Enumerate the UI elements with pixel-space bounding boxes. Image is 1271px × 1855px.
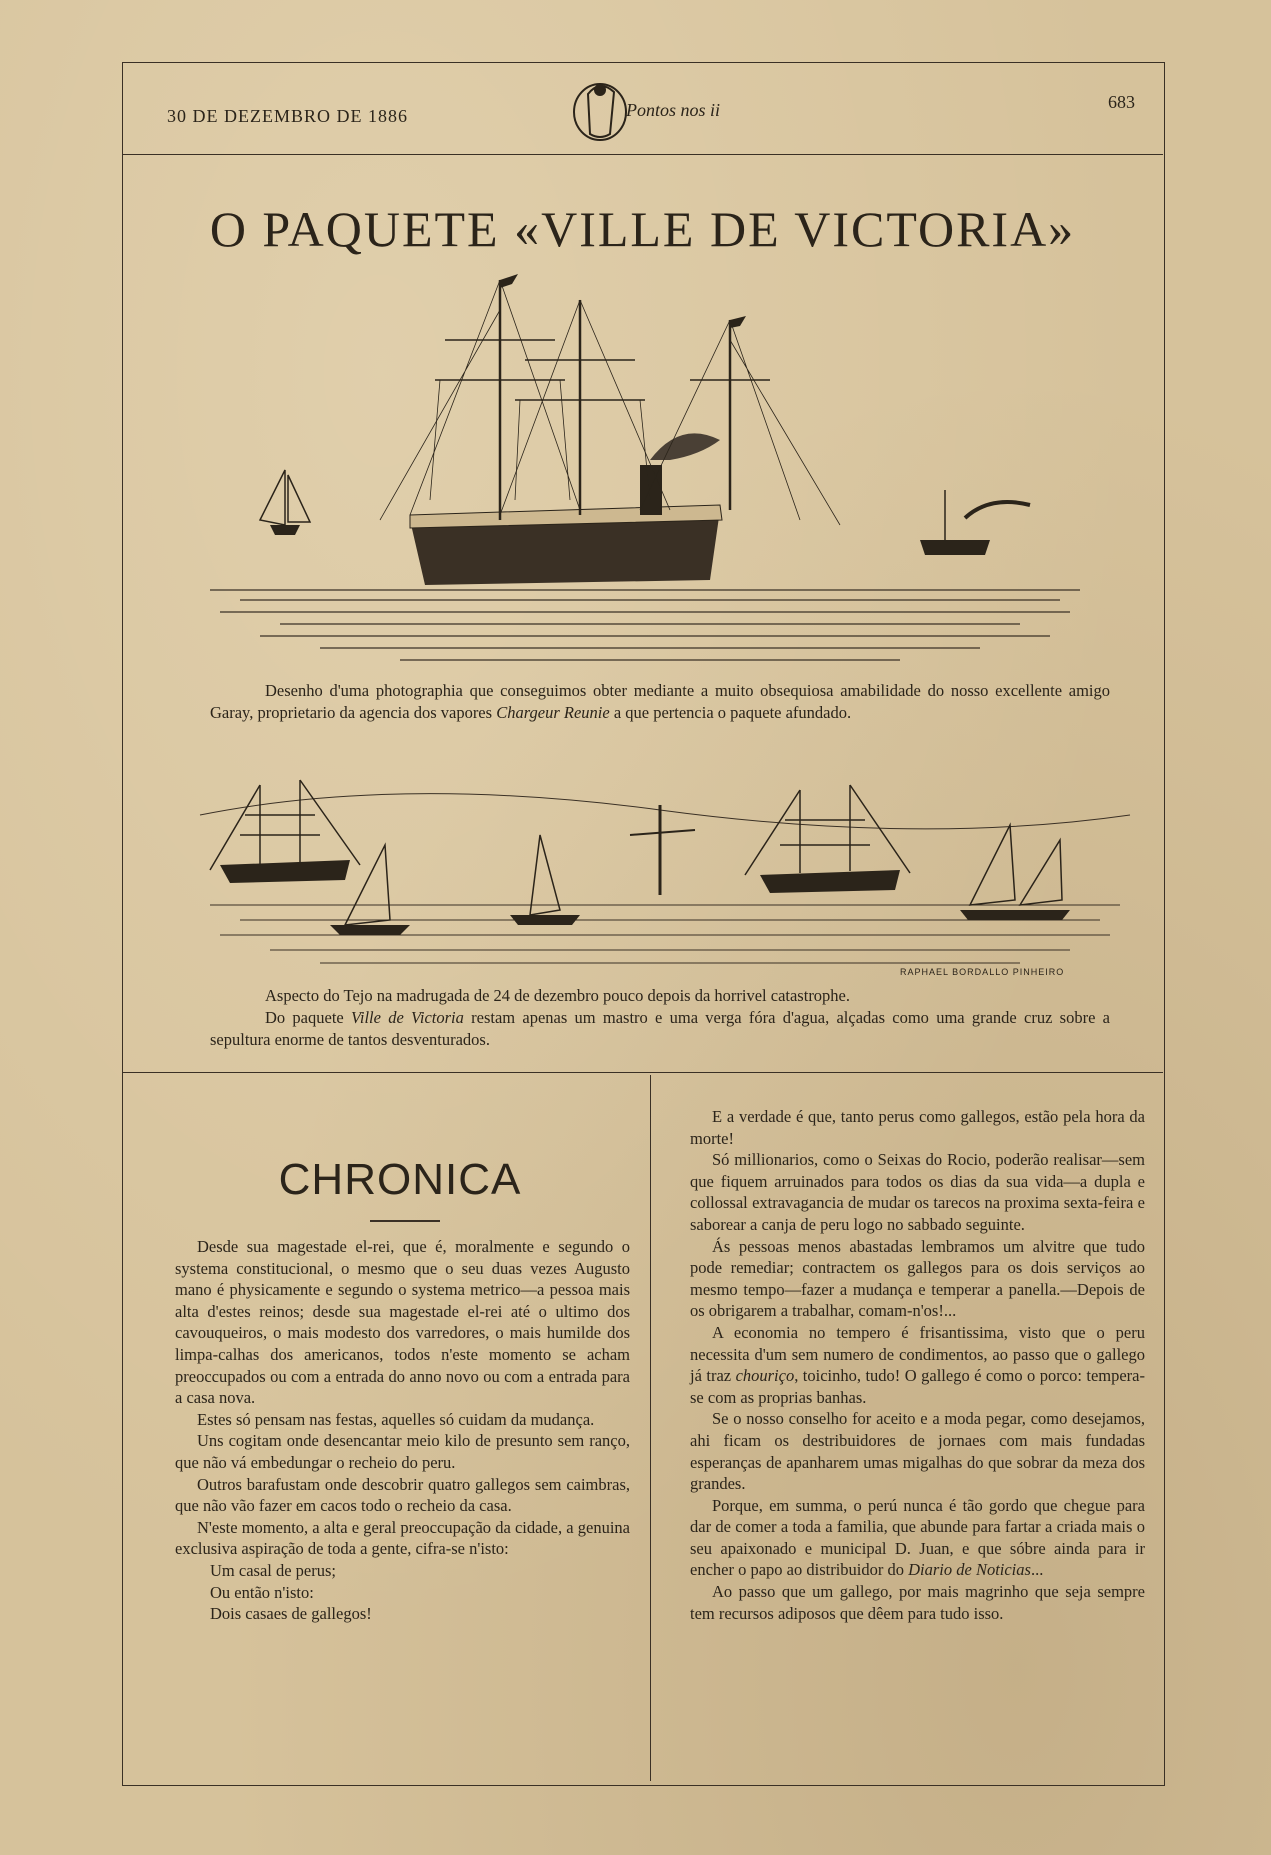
artist-signature: RAPHAEL BORDALLO PINHEIRO: [900, 967, 1065, 977]
ship-caption-part: a que pertencia o paquete afundado.: [609, 703, 852, 722]
paragraph: Estes só pensam nas festas, aquelles só cuidam da mudança.: [197, 1409, 595, 1429]
masthead-logo: [560, 74, 721, 144]
steamship-illustration: [200, 270, 1100, 670]
tagus-caption-line1: Aspecto do Tejo na madrugada de 24 de dezembro pouco depois da horrivel catastrophe.: [265, 986, 851, 1005]
tagus-caption-line2: [210, 1007, 1110, 1051]
paragraph: Uns cogitam onde desencantar meio kilo de presunto sem ranço, que não vá embedungar o recheio do peru.: [175, 1431, 630, 1472]
heading-rule: [370, 1220, 440, 1222]
paragraph: Só millionarios, como o Seixas do Rocio, poderão realisar—sem que fiquem arruinados para todos os dias da sua vida—a dupla e collossal extravagancia de mudar os tarecos na proxima sexta-feira e saborear a canja de peru logo no sabbado seguinte.: [690, 1150, 1145, 1234]
text-run: , toicinho, tudo! O gallego é como o porco: tempera-se com as proprias banhas.: [690, 1366, 1145, 1407]
paragraph: N'este momento, a alta e geral preoccupação da cidade, a genuina exclusiva aspiração de toda a gente, cifra-se n'isto:: [175, 1517, 630, 1559]
text-run: Porque, em summa, o perú nunca é tão gordo que chegue para dar de comer a toda a familia, que abunde para fartar a criada mais o seu apaixonado e municipal D. Juan, e que sóbre ainda para ir encher o papo ao distribuidor do: [690, 1495, 1145, 1580]
tagus-caption: [210, 985, 1110, 1051]
ship-caption: [210, 680, 1110, 724]
page-header: [122, 62, 1163, 155]
section-divider: [122, 1072, 1163, 1073]
paragraph: E a verdade é que, tanto perus como gallegos, estão pela hora da morte!: [690, 1107, 1145, 1148]
paragraph: Ao passo que um gallego, por mais magrinho que seja sempre tem recursos adiposos que dêem para tudo isso.: [690, 1582, 1145, 1623]
paragraph: [690, 1322, 1145, 1408]
tagus-caption-part: Do paquete: [265, 1008, 351, 1027]
page-number: 683: [1108, 92, 1135, 112]
tagus-caption-part: restam apenas um mastro e uma verga fóra d'agua, alçadas como uma grande cruz sobre a sepultura enorme de tantos desventurados.: [210, 1008, 1110, 1049]
paragraph: Se o nosso conselho for aceito e a moda pegar, como desejamos, ahi ficam os destribuidores de jornaes com mais fundadas esperanças de apanharem umas migalhas do que sobrar da meza dos grandes.: [690, 1409, 1145, 1494]
paragraph: Desde sua magestade el-rei, que é, moralmente e segundo o systema constitucional, o mesmo que o seu duas vezes Augusto mano é physicamente e segundo o systema metrico—a pessoa mais alta d'estes reinos; desde sua magestade el-rei até o ultimo dos cavouqueiros, o mais modesto dos varredores, o mais humilde dos limpa-calhas dos americanos, todos n'este momento se acham preoccupados ou com a entrada do anno novo ou com a entrada para a casa nova.: [175, 1237, 630, 1408]
paragraph: Outros barafustam onde descobrir quatro gallegos sem caimbras, que não vão fazer em cacos todo o recheio da casa.: [175, 1474, 630, 1516]
verse-line: Ou então n'isto:: [210, 1582, 314, 1602]
paragraph: Ás pessoas menos abastadas lembramos um alvitre que tudo pode remediar; contractem os gallegos para os dois serviços ao mesmo tempo—fazer a mudança e temperar a panella.—Depois de os obrigarem a trabalhar, comam-n'os!...: [690, 1236, 1145, 1321]
right-column: [690, 1106, 1145, 1624]
text-run: A economia no tempero é frisantissima, visto que o peru necessita d'um sem numero de condimentos, ao passo que o gallego já traz: [690, 1322, 1145, 1386]
article-title: O PAQUETE «VILLE DE VICTORIA»: [209, 201, 1076, 257]
paragraph: [690, 1495, 1145, 1581]
italic-run: Diario de Noticias: [908, 1560, 1031, 1580]
verse-line: Dois casaes de gallegos!: [210, 1604, 372, 1624]
text-run: ...: [1030, 1560, 1044, 1580]
tagus-illustration: [200, 755, 1130, 980]
issue-date: 30 DE DEZEMBRO DE 1886: [167, 106, 408, 126]
masthead-text: Pontos nos ii: [626, 100, 721, 120]
chronica-heading: CHRONICA: [278, 1155, 522, 1204]
column-divider: [650, 1075, 651, 1781]
tagus-caption-italic: Ville de Victoria: [351, 1008, 464, 1027]
ship-caption-part: Desenho d'uma photographia que conseguimos obter mediante a muito obsequiosa amabilidade do nosso excellente amigo Garay, proprietario da agencia dos vapores: [210, 681, 1110, 722]
ship-caption-italic: Chargeur Reunie: [496, 703, 610, 722]
italic-run: chouriço: [735, 1366, 795, 1386]
verse-line: Um casal de perus;: [210, 1560, 336, 1580]
left-column: [175, 1236, 630, 1625]
